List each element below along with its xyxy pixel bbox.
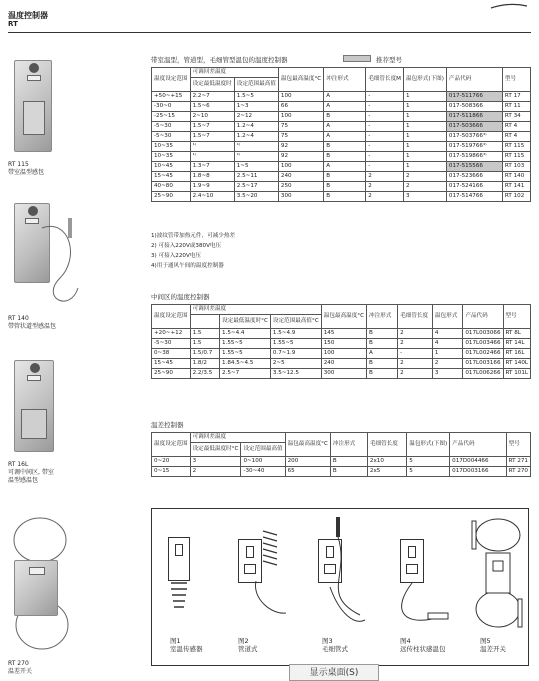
th-code: 产品代码 xyxy=(446,68,502,92)
cell-code: 017-519766⁴⁾ xyxy=(446,141,502,151)
cell-d: 1.5 xyxy=(190,328,219,338)
fig1-device xyxy=(168,537,190,581)
cell-type: RT 140L xyxy=(503,358,530,368)
cell-bulb: 2 xyxy=(403,181,446,191)
cell-type: RT 8L xyxy=(503,328,530,338)
cell-high: 1.5~5 xyxy=(234,91,278,101)
caption-rt270: RT 270 温差开关 xyxy=(8,660,33,675)
cell-type: RT 14L xyxy=(503,338,530,348)
cell-type: RT 17 xyxy=(502,91,530,101)
table-row xyxy=(152,161,531,171)
cell-range: +20~+12 xyxy=(152,328,191,338)
th2-high: 设定范围最高值°C xyxy=(270,314,321,328)
cell-high: 1.2~4 xyxy=(234,121,278,131)
fig3-capillary-icon xyxy=(310,515,370,635)
page-title: 温度控制器 xyxy=(8,11,48,20)
cell-range: 0~15 xyxy=(152,466,191,476)
fig1-sensor-icon xyxy=(168,581,190,611)
table3-title: 温差控制器 xyxy=(151,421,184,429)
cell-high: -30~40 xyxy=(241,466,285,476)
show-desktop-tooltip[interactable]: 显示桌面(S) xyxy=(289,664,379,681)
cell-bulb: 1 xyxy=(403,151,446,161)
table2 xyxy=(151,304,531,379)
cell-high: 0~100 xyxy=(241,456,285,466)
cell-type: RT 141 xyxy=(502,181,530,191)
cell-code: 017D004466 xyxy=(450,456,506,466)
cell-bulb: 3 xyxy=(432,368,462,378)
cell-conn: B xyxy=(366,338,397,348)
table-row xyxy=(152,91,531,101)
table-row xyxy=(152,121,531,131)
cell-range: 25~90 xyxy=(152,368,191,378)
cell-cap: - xyxy=(366,161,404,171)
cell-range: -5~30 xyxy=(152,131,191,141)
cell-code: 017L003466 xyxy=(463,338,503,348)
cell-low: 1.5~6 xyxy=(190,101,234,111)
cell-high: ¹⁾ xyxy=(234,151,278,161)
th3-conn: 冲注形式 xyxy=(330,433,367,457)
caption-rt115: RT 115 带室温型感包 xyxy=(8,161,45,176)
cell-bulb: 1 xyxy=(403,121,446,131)
cell-code: 017-503766³⁾ xyxy=(446,131,502,141)
cell-type: RT 103 xyxy=(502,161,530,171)
cell-conn: A xyxy=(366,348,397,358)
th2-max: 温包最高温度°C xyxy=(321,305,366,329)
fig2-pipe-icon xyxy=(252,579,292,619)
cell-high: 1.2~4 xyxy=(234,131,278,141)
cell-max: 240 xyxy=(321,358,366,368)
caption-rt16l: RT 16L 可调中间区, 带室 温型感温包 xyxy=(8,461,54,484)
th-type: 型号 xyxy=(502,68,530,92)
cell-type: RT 101L xyxy=(503,368,530,378)
cell-cap: 2 xyxy=(366,191,404,201)
cell-conn: B xyxy=(324,141,366,151)
product-photo-rt16l xyxy=(14,360,54,452)
cell-bulb: 1 xyxy=(432,348,462,358)
cell-cap: - xyxy=(366,141,404,151)
th3-max: 温包最高温度°C xyxy=(285,433,330,457)
cell-max: 240 xyxy=(278,171,323,181)
th-max: 温包最高温度°C xyxy=(278,68,323,92)
cell-d: 1.5/0.7 xyxy=(190,348,219,358)
cell-conn: A xyxy=(324,161,366,171)
cell-type: RT 11 xyxy=(502,101,530,111)
cell-high: ¹⁾ xyxy=(234,141,278,151)
cell-max: 300 xyxy=(278,191,323,201)
cell-bulb: 1 xyxy=(403,101,446,111)
th-bulb: 温包形式(下图) xyxy=(403,68,446,92)
cell-max: 300 xyxy=(321,368,366,378)
cell-cap: 2 xyxy=(398,358,433,368)
cell-low: 2.5~7 xyxy=(220,368,271,378)
cell-high: 3.5~12.5 xyxy=(270,368,321,378)
th-diff-low: 设定最低温度时 xyxy=(190,77,234,91)
cell-bulb: 2 xyxy=(403,171,446,181)
cell-bulb: 1 xyxy=(403,111,446,121)
table-row xyxy=(152,466,531,476)
cell-code: 017-523666 xyxy=(446,171,502,181)
cell-conn: B xyxy=(330,466,367,476)
cell-code: 017-511866 xyxy=(446,111,502,121)
table1-notes: 1)波纹管带加热元件，可减少热差 2) 可接入220V或380V电压 3) 可接入220V电压 4)用于通风午间的温度控制器 xyxy=(151,233,236,269)
th-diff-high: 设定范围最高值 xyxy=(234,77,278,91)
cell-bulb: 2 xyxy=(432,358,462,368)
cell-bulb: 4 xyxy=(432,338,462,348)
cell-cap: 2 xyxy=(398,328,433,338)
cell-bulb: 5 xyxy=(407,456,450,466)
th3-code: 产品代码 xyxy=(450,433,506,457)
cell-high: 1.5~4.9 xyxy=(270,328,321,338)
cell-high: 2.5~11 xyxy=(234,171,278,181)
cell-range: 0~20 xyxy=(152,456,191,466)
page-subtitle: RT xyxy=(8,20,18,28)
cell-conn: B xyxy=(366,328,397,338)
cell-max: 65 xyxy=(285,466,330,476)
cell-cap: 2 xyxy=(366,171,404,181)
cell-code: 017-503666 xyxy=(446,121,502,131)
cell-conn: B xyxy=(324,151,366,161)
table3 xyxy=(151,432,531,477)
cell-low: ¹⁾ xyxy=(190,151,234,161)
cell-range: +50~+15 xyxy=(152,91,191,101)
th2-code: 产品代码 xyxy=(463,305,503,329)
cell-conn: A xyxy=(324,121,366,131)
cell-type: RT 34 xyxy=(502,111,530,121)
cell-d: 2.2/3.5 xyxy=(190,368,219,378)
cell-code: 017-514766 xyxy=(446,191,502,201)
th3-cap: 毛细管长度 xyxy=(367,433,406,457)
cell-conn: B xyxy=(324,181,366,191)
th3-range: 温度设定范围 xyxy=(152,433,191,457)
table-row xyxy=(152,368,531,378)
cell-conn: B xyxy=(324,191,366,201)
cell-conn: B xyxy=(366,368,397,378)
cell-cap: - xyxy=(366,121,404,131)
cell-max: 150 xyxy=(321,338,366,348)
cell-low: 1.84.5~4.5 xyxy=(220,358,271,368)
fig5-diff-switch-icon xyxy=(468,513,528,633)
cell-max: 75 xyxy=(278,121,323,131)
cell-range: 25~90 xyxy=(152,191,191,201)
cell-bulb: 4 xyxy=(432,328,462,338)
cell-range: 10~45 xyxy=(152,161,191,171)
cell-low: 2.2~7 xyxy=(190,91,234,101)
cell-type: RT 140 xyxy=(502,171,530,181)
cell-code: 017L002466 xyxy=(463,348,503,358)
th-range: 温度设定范围 xyxy=(152,68,191,92)
cell-d: 1.5 xyxy=(190,338,219,348)
th-conn: 冲注形式 xyxy=(324,68,366,92)
cell-cap: - xyxy=(366,101,404,111)
cell-cap: 2 xyxy=(398,338,433,348)
cell-low: 1.9~9 xyxy=(190,181,234,191)
fig5-caption: 图5 温差开关 xyxy=(480,637,506,653)
th2-cap: 毛细管长度 xyxy=(398,305,433,329)
cell-low: 1.5~4.4 xyxy=(220,328,271,338)
cell-conn: B xyxy=(366,358,397,368)
fig4-remote-bulb-icon xyxy=(392,559,452,629)
cell-code: 017-508366 xyxy=(446,101,502,111)
table-row xyxy=(152,151,531,161)
th3-low: 设定最低温度时°C xyxy=(190,442,241,456)
cell-high: 2~12 xyxy=(234,111,278,121)
cell-max: 145 xyxy=(321,328,366,338)
cell-low: 1.55~5 xyxy=(220,338,271,348)
fig3-caption: 图3 毛细管式 xyxy=(322,637,348,653)
cell-range: 40~80 xyxy=(152,181,191,191)
cell-type: RT 102 xyxy=(502,191,530,201)
cell-max: 75 xyxy=(278,131,323,141)
th3-diff: 可调回差温度 xyxy=(190,433,285,443)
th3-type: 型号 xyxy=(506,433,530,457)
cell-cap: 2x5 xyxy=(367,466,406,476)
table-row xyxy=(152,141,531,151)
cell-max: 100 xyxy=(278,161,323,171)
cell-max: 100 xyxy=(321,348,366,358)
cell-bulb: 3 xyxy=(403,191,446,201)
fig4-caption: 图4 远传柱状感温包 xyxy=(400,637,446,653)
cell-range: 0~38 xyxy=(152,348,191,358)
th2-diff: 可调回差温度 xyxy=(190,305,321,315)
th3-bulb: 温包形式(下图) xyxy=(407,433,450,457)
th-diff: 可调回差温度 xyxy=(190,68,278,78)
cell-conn: A xyxy=(324,91,366,101)
th2-bulb: 温包形式 xyxy=(432,305,462,329)
cell-code: 017L003166 xyxy=(463,358,503,368)
cell-range: -30~0 xyxy=(152,101,191,111)
cell-bulb: 1 xyxy=(403,91,446,101)
cell-high: 2.5~17 xyxy=(234,181,278,191)
table-row xyxy=(152,191,531,201)
cell-type: RT 4 xyxy=(502,121,530,131)
cell-low: 2.4~10 xyxy=(190,191,234,201)
table1 xyxy=(151,67,531,202)
cell-max: 100 xyxy=(278,91,323,101)
cell-high: 1~5 xyxy=(234,161,278,171)
cell-max: 250 xyxy=(278,181,323,191)
cell-code: 017L006266 xyxy=(463,368,503,378)
table-row xyxy=(152,101,531,111)
th3-high: 设定范围最高值 xyxy=(241,442,285,456)
cell-low: 2 xyxy=(190,466,241,476)
th2-conn: 冲注形式 xyxy=(366,305,397,329)
table-row xyxy=(152,181,531,191)
cell-low: 1.55~5 xyxy=(220,348,271,358)
cell-max: 92 xyxy=(278,141,323,151)
capillary-coil-rt140 xyxy=(40,218,80,318)
fig2-device xyxy=(238,539,262,583)
table1-title: 带室温型，管道型，毛细管型温包的温度控制器 xyxy=(151,56,288,64)
fig2-coil-icon xyxy=(260,527,280,577)
table2-title: 中间区的温度控制器 xyxy=(151,293,210,301)
cell-low: 2~10 xyxy=(190,111,234,121)
table-row xyxy=(152,328,531,338)
cell-max: 100 xyxy=(278,111,323,121)
cell-type: RT 115 xyxy=(502,141,530,151)
cell-bulb: 1 xyxy=(403,141,446,151)
cell-high: 3.5~20 xyxy=(234,191,278,201)
cell-type: RT 270 xyxy=(506,466,530,476)
table-row xyxy=(152,338,531,348)
th2-type: 型号 xyxy=(503,305,530,329)
recommended-label: 推荐型号 xyxy=(376,56,402,64)
cell-high: 0.7~1.9 xyxy=(270,348,321,358)
cell-low: ¹⁾ xyxy=(190,141,234,151)
table-row xyxy=(152,131,531,141)
cell-low: 1.8~8 xyxy=(190,171,234,181)
cell-conn: B xyxy=(324,171,366,181)
cell-high: 1.55~5 xyxy=(270,338,321,348)
cell-cap: 2 xyxy=(398,368,433,378)
cell-cap: - xyxy=(398,348,433,358)
fig1-caption: 图1 室温传感器 xyxy=(170,637,203,653)
cell-conn: B xyxy=(330,456,367,466)
cell-conn: A xyxy=(324,101,366,111)
table-row xyxy=(152,111,531,121)
cell-low: 1.5~7 xyxy=(190,131,234,141)
cell-cap: - xyxy=(366,91,404,101)
cell-bulb: 1 xyxy=(403,131,446,141)
cell-code: 017-519866⁴⁾ xyxy=(446,151,502,161)
table-row xyxy=(152,171,531,181)
cell-range: 15~45 xyxy=(152,358,191,368)
table-row xyxy=(152,348,531,358)
cell-code: 017-524166 xyxy=(446,181,502,191)
cell-max: 66 xyxy=(278,101,323,111)
th2-range: 温度设定范围 xyxy=(152,305,191,329)
cell-cap: - xyxy=(366,151,404,161)
fig2-caption: 图2 管道式 xyxy=(238,637,258,653)
cell-code: 017-515566 xyxy=(446,161,502,171)
recommended-swatch xyxy=(343,55,371,62)
cell-type: RT 16L xyxy=(503,348,530,358)
cell-cap: 2 xyxy=(366,181,404,191)
table-row xyxy=(152,358,531,368)
cell-bulb: 5 xyxy=(407,466,450,476)
cell-range: 10~35 xyxy=(152,151,191,161)
cell-low: 3 xyxy=(190,456,241,466)
product-photo-rt115 xyxy=(14,60,52,152)
th-cap: 毛细管长度M xyxy=(366,68,404,92)
header-divider xyxy=(8,32,531,33)
cell-range: 10~35 xyxy=(152,141,191,151)
bulb-type-diagrams xyxy=(151,508,529,666)
product-photo-rt270 xyxy=(14,560,58,616)
cell-low: 1.3~7 xyxy=(190,161,234,171)
table-row xyxy=(152,456,531,466)
cell-type: RT 4 xyxy=(502,131,530,141)
cell-high: 2~5 xyxy=(270,358,321,368)
cell-conn: A xyxy=(324,131,366,141)
cell-d: 1.8/2 xyxy=(190,358,219,368)
cell-cap: - xyxy=(366,111,404,121)
cell-bulb: 1 xyxy=(403,161,446,171)
cell-max: 200 xyxy=(285,456,330,466)
cell-max: 92 xyxy=(278,151,323,161)
cell-high: 1~3 xyxy=(234,101,278,111)
cell-conn: B xyxy=(324,111,366,121)
cell-cap: - xyxy=(366,131,404,141)
caption-rt140: RT 140 带管状道型感温包 xyxy=(8,315,57,330)
cell-code: 017-511766 xyxy=(446,91,502,101)
cell-code: 017L003066 xyxy=(463,328,503,338)
th2-low: 设定最低温度时°C xyxy=(220,314,271,328)
cell-range: 15~45 xyxy=(152,171,191,181)
cell-code: 017D003166 xyxy=(450,466,506,476)
cell-cap: 2x10 xyxy=(367,456,406,466)
cell-range: -25~15 xyxy=(152,111,191,121)
brand-swoosh-icon xyxy=(489,0,529,10)
cell-range: -5~30 xyxy=(152,121,191,131)
cell-type: RT 115 xyxy=(502,151,530,161)
cell-type: RT 271 xyxy=(506,456,530,466)
cell-range: -5~30 xyxy=(152,338,191,348)
cell-low: 1.5~7 xyxy=(190,121,234,131)
